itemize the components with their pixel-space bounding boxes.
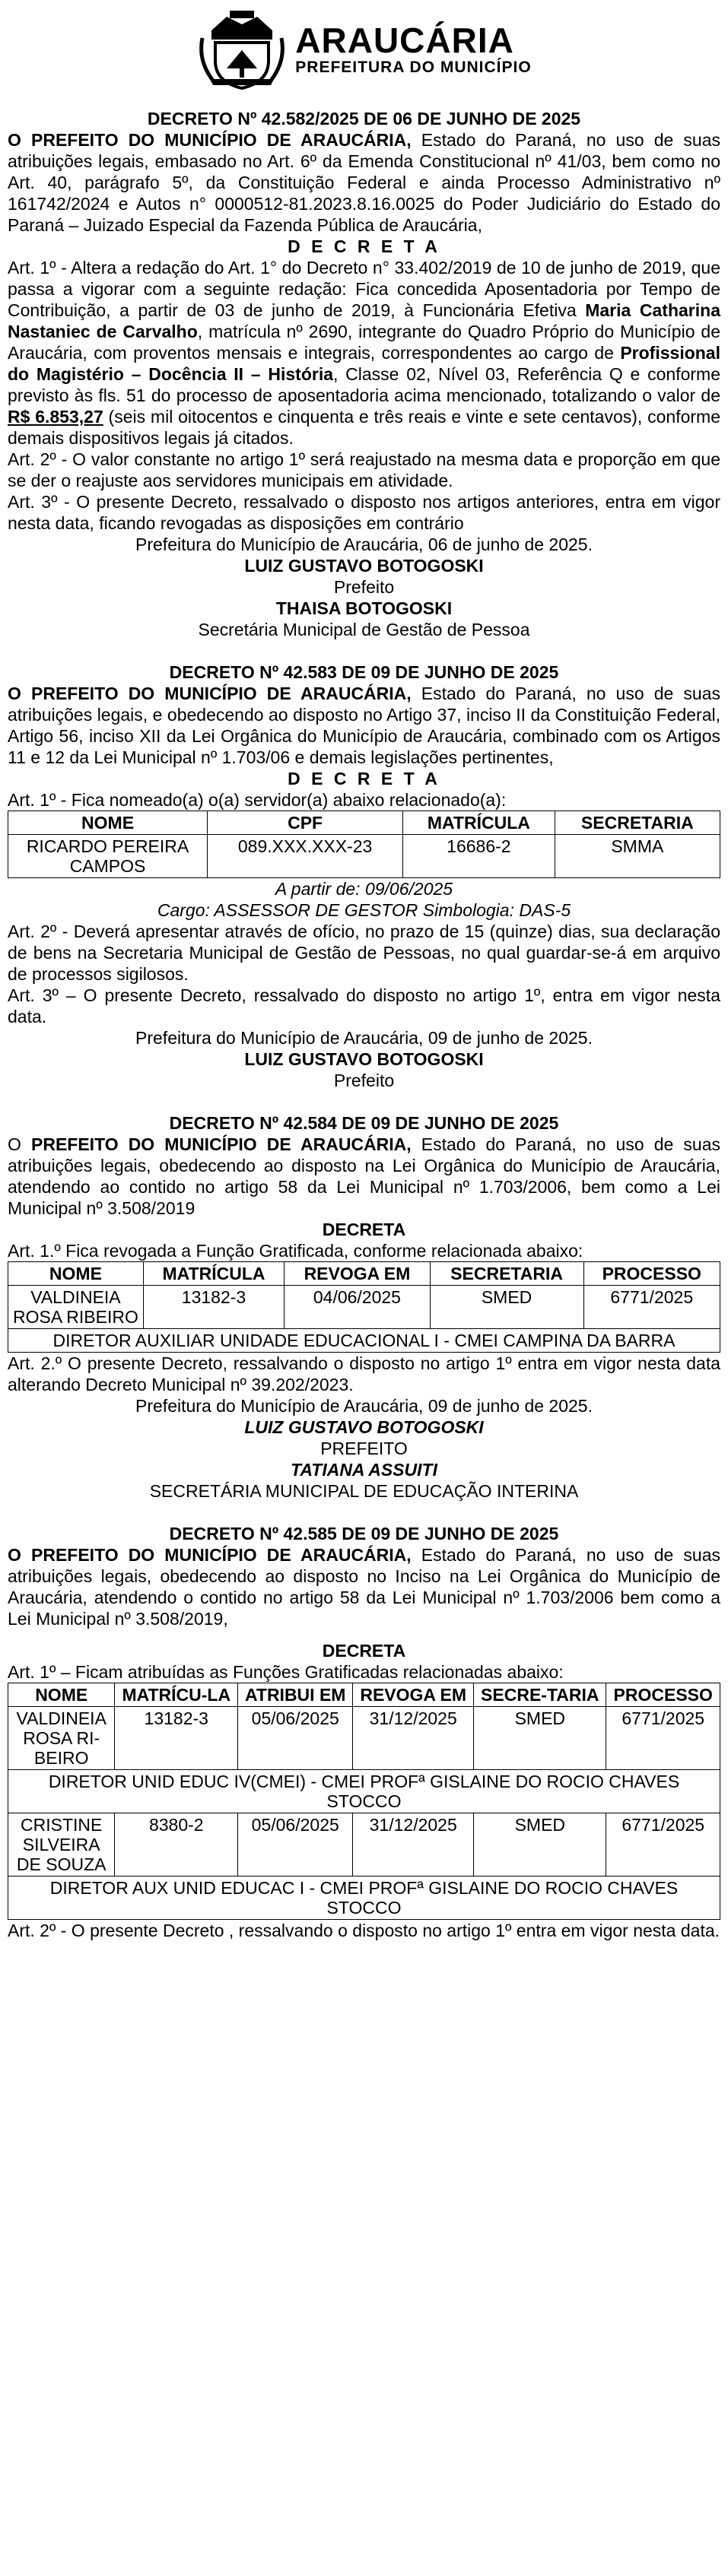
table-cell: RICARDO PEREIRA CAMPOS: [8, 835, 208, 878]
table-header: PROCESSO: [583, 1262, 720, 1286]
table-cell: CRISTINE SILVEIRA DE SOUZA: [8, 1813, 115, 1876]
table-header: CPF: [208, 811, 403, 835]
table-header: SECRETARIA: [430, 1262, 583, 1286]
table-note: A partir de: 09/06/2025: [275, 879, 453, 899]
function-cell: DIRETOR UNID EDUC IV(CMEI) - CMEI PROFª GISLAINE DO ROCIO CHAVES STOCCO: [8, 1770, 720, 1813]
article-2: Art. 2º - Deverá apresentar através de ofício, no prazo de 15 (quinze) dias, sua declaração de bens na Secretaria Municipal de Gestão de Pessoas, no qual guardar-se-á em arquivo de processos sigilosos.: [8, 922, 720, 984]
coat-of-arms-icon: [196, 8, 288, 91]
signer-name: LUIZ GUSTAVO BOTOGOSKI: [244, 1417, 484, 1437]
table-row: [8, 835, 720, 878]
decree-intro: O PREFEITO DO MUNICÍPIO DE ARAUCÁRIA, Estado do Paraná, no uso de suas atribuições legais, embasado no Art. 6º da Emenda Constitucional nº 41/03, bem como no Art. 40, parágrafo 5º, da Constituição Federal e ainda Processo Administrativo nº 161742/2024 e Autos n° 0000512-81.2023.8.16.0025 do Poder Judiciário do Estado do Paraná – Juizado Especial da Fazenda Pública de Araucária,: [8, 130, 720, 235]
decreta-heading: DECRETA: [322, 1641, 406, 1661]
table-header: SECRETARIA: [555, 811, 720, 835]
table-header: REVOGA EM: [285, 1262, 430, 1286]
table-cell: 05/06/2025: [238, 1813, 353, 1876]
decree-intro: O PREFEITO DO MUNICÍPIO DE ARAUCÁRIA, Estado do Paraná, no uso de suas atribuições legais, obedecendo ao disposto na Lei Orgânica do Município de Araucária, atendendo ao contido no artigo 58 da Lei Municipal nº 1.703/2006, bem como a Lei Municipal nº 3.508/2019: [8, 1134, 720, 1218]
signer-role: SECRETÁRIA MUNICIPAL DE EDUCAÇÃO INTERINA: [149, 1481, 579, 1501]
table-cell: VALDINEIA ROSA RI-BEIRO: [8, 1707, 115, 1770]
signer-name: LUIZ GUSTAVO BOTOGOSKI: [244, 1049, 484, 1069]
signer-name: TATIANA ASSUITI: [291, 1460, 437, 1480]
table-header: NOME: [8, 1683, 115, 1707]
table-cell: 13182-3: [115, 1707, 238, 1770]
signer-name: LUIZ GUSTAVO BOTOGOSKI: [244, 556, 484, 576]
article-1: Art. 1º – Ficam atribuídas as Funções Gratificadas relacionadas abaixo:: [8, 1662, 564, 1682]
signer-role: Secretária Municipal de Gestão de Pessoa: [198, 620, 530, 639]
table-cell: 089.XXX.XXX-23: [208, 835, 403, 878]
signer-name: THAISA BOTOGOSKI: [275, 598, 453, 618]
decree-title: DECRETO Nº 42.582/2025 DE 06 DE JUNHO DE 2025: [147, 109, 581, 128]
table-row: [8, 1876, 720, 1920]
table-header: NOME: [8, 811, 208, 835]
signer-role: Prefeito: [333, 1071, 395, 1090]
table-header: MATRÍCU-LA: [115, 1683, 238, 1707]
table-header: REVOGA EM: [353, 1683, 474, 1707]
table-cell: 6771/2025: [583, 1286, 720, 1329]
table-cell: 16686-2: [403, 835, 555, 878]
table-row: [8, 1286, 720, 1329]
table-row: [8, 1770, 720, 1813]
place-date: Prefeitura do Município de Araucária, 06 de junho de 2025.: [135, 535, 593, 554]
brand-subtitle: PREFEITURA DO MUNICÍPIO: [295, 59, 532, 76]
table-cell: 31/12/2025: [353, 1707, 474, 1770]
revocation-table: [8, 1261, 720, 1353]
brand-name: ARAUCÁRIA: [295, 21, 514, 60]
table-cell: SMMA: [555, 835, 720, 878]
decreta-heading: D E C R E T A: [288, 236, 440, 256]
function-cell: DIRETOR AUX UNID EDUCAC I - CMEI PROFª GISLAINE DO ROCIO CHAVES STOCCO: [8, 1876, 720, 1920]
article-1: Art. 1º - Altera a redação do Art. 1° do Decreto n° 33.402/2019 de 10 de junho de 2019, que passa a vigorar com a seguinte redação: Fica concedida Aposentadoria por Tempo de Contribuição, a partir de 03 de junho de 2019, à Funcionária Efetiva Maria Catharina Nastaniec de Carvalho, matrícula nº 2690, integrante do Quadro Próprio do Município de Araucária, com proventos mensais e integrais, correspondentes ao cargo de Profissional do Magistério – Docência II – História, Classe 02, Nível 03, Referência Q e conforme previsto às fls. 51 do processo de aposentadoria acima mencionado, totalizando o valor de R$ 6.853,27 (seis mil oitocentos e cinquenta e três reais e vinte e sete centavos), conforme demais dispositivos legais já citados.: [8, 258, 720, 448]
decree-42582: [8, 108, 720, 640]
table-row: [8, 1707, 720, 1770]
table-row: [8, 1813, 720, 1876]
header: [8, 5, 720, 94]
decree-title: DECRETO Nº 42.585 DE 09 DE JUNHO DE 2025: [169, 1524, 559, 1543]
table-header: MATRÍCULA: [403, 811, 555, 835]
place-date: Prefeitura do Município de Araucária, 09 de junho de 2025.: [135, 1396, 593, 1416]
article-1: Art. 1º - Fica nomeado(a) o(a) servidor(a) abaixo relacionado(a):: [8, 790, 507, 810]
table-cell: 13182-3: [143, 1286, 284, 1329]
table-row: [8, 1329, 720, 1353]
document-body: [8, 108, 720, 1941]
table-cell: 8380-2: [115, 1813, 238, 1876]
table-header: ATRIBUI EM: [238, 1683, 353, 1707]
function-cell: DIRETOR AUXILIAR UNIDADE EDUCACIONAL I - CMEI CAMPINA DA BARRA: [8, 1329, 720, 1353]
table-header: NOME: [8, 1262, 144, 1286]
decree-title: DECRETO Nº 42.583 DE 09 DE JUNHO DE 2025: [169, 662, 559, 682]
article-2: Art. 2º - O presente Decreto , ressalvando o disposto no artigo 1º entra em vigor nesta data.: [8, 1921, 720, 1940]
table-cell: VALDINEIA ROSA RIBEIRO: [8, 1286, 144, 1329]
table-cell: SMED: [430, 1286, 583, 1329]
article-3: Art. 3º – O presente Decreto, ressalvado do disposto no artigo 1º, entra em vigor nesta data.: [8, 985, 720, 1026]
table-cell: 31/12/2025: [353, 1813, 474, 1876]
decree-42585: [8, 1523, 720, 1941]
table-header: PROCESSO: [606, 1683, 720, 1707]
signer-role: PREFEITO: [320, 1439, 408, 1458]
signer-role: Prefeito: [333, 577, 395, 597]
decree-42584: [8, 1112, 720, 1502]
table-cell: 04/06/2025: [285, 1286, 430, 1329]
table-cell: 6771/2025: [606, 1707, 720, 1770]
table-cell: SMED: [474, 1707, 606, 1770]
table-cell: 05/06/2025: [238, 1707, 353, 1770]
decree-intro: O PREFEITO DO MUNICÍPIO DE ARAUCÁRIA, Estado do Paraná, no uso de suas atribuições legais, obedecendo ao disposto no Inciso na Lei Orgânica do Município de Araucária, atendendo o contido no artigo 58 da Lei Municipal nº 1.703/2006 bem como a Lei Municipal nº 3.508/2019,: [8, 1545, 720, 1629]
table-note: Cargo: ASSESSOR DE GESTOR Simbologia: DAS-5: [157, 900, 571, 920]
article-3: Art. 3º - O presente Decreto, ressalvado o disposto nos artigos anteriores, entra em vigor nesta data, ficando revogadas as disposições em contrário: [8, 492, 720, 533]
assignment-table: [8, 1683, 720, 1920]
place-date: Prefeitura do Município de Araucária, 09 de junho de 2025.: [135, 1028, 593, 1048]
table-cell: SMED: [474, 1813, 606, 1876]
table-header: SECRE-TARIA: [474, 1683, 606, 1707]
article-2: Art. 2º - O valor constante no artigo 1º será reajustado na mesma data e proporção em que se der o reajuste aos servidores municipais em atividade.: [8, 449, 720, 490]
decreta-heading: D E C R E T A: [288, 769, 440, 788]
appointment-table: [8, 811, 720, 878]
article-2: Art. 2.º O presente Decreto, ressalvando o disposto no artigo 1º entra em vigor nesta data alterando Decreto Municipal nº 39.202/2023.: [8, 1353, 720, 1394]
decree-intro: O PREFEITO DO MUNICÍPIO DE ARAUCÁRIA, Estado do Paraná, no uso de suas atribuições legais, e obedecendo ao disposto no Artigo 37, inciso II da Constituição Federal, Artigo 56, inciso XII da Lei Orgânica do Município de Araucária, combinado com os Artigos 11 e 12 da Lei Municipal nº 1.703/06 e demais legislações pertinentes,: [8, 684, 720, 767]
article-1: Art. 1.º Fica revogada a Função Gratificada, conforme relacionada abaixo:: [8, 1241, 583, 1261]
decreta-heading: DECRETA: [322, 1220, 406, 1239]
decree-title: DECRETO Nº 42.584 DE 09 DE JUNHO DE 2025: [169, 1113, 559, 1133]
table-header: MATRÍCULA: [143, 1262, 284, 1286]
table-cell: 6771/2025: [606, 1813, 720, 1876]
decree-42583: [8, 661, 720, 1091]
